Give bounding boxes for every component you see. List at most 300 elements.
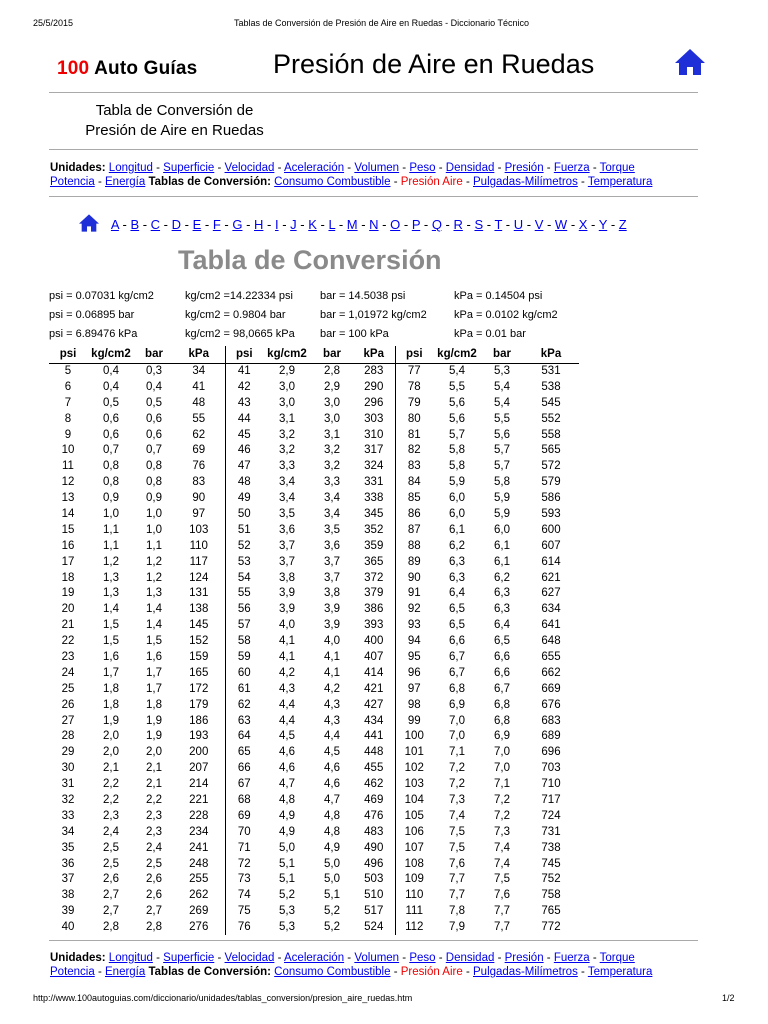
table-cell: 4,6: [324, 778, 340, 791]
table-cell: 0,8: [146, 460, 162, 473]
letter-n[interactable]: N: [369, 217, 379, 232]
table-cell: 65: [237, 746, 251, 759]
table-cell: 85: [407, 492, 421, 505]
table-row: [49, 538, 579, 554]
table-cell: 758: [541, 889, 561, 902]
table-cell: 1,8: [103, 698, 119, 711]
table-cell: 27: [61, 714, 75, 727]
table-cell: 186: [173, 713, 225, 729]
table-cell: 4,3: [279, 682, 295, 695]
table-cell: 2,1: [146, 778, 162, 791]
separator: -: [160, 217, 172, 232]
table-cell: 655: [541, 650, 561, 663]
letter-o[interactable]: O: [390, 217, 401, 232]
fact: bar = 1,01972 kg/cm2: [320, 309, 427, 321]
fact: psi = 0.07031 kg/cm2: [49, 290, 154, 302]
table-cell: 4,9: [279, 809, 295, 822]
separator: -: [441, 217, 454, 232]
table-cell: 31: [61, 778, 75, 791]
table-cell: 276: [173, 919, 225, 935]
nav-link-longitud[interactable]: Longitud: [108, 952, 153, 964]
nav-link-torque[interactable]: Torque: [599, 952, 635, 964]
table-cell: 43: [237, 396, 251, 409]
nav-link-peso[interactable]: Peso: [409, 952, 436, 964]
table-cell: 0,5: [146, 396, 162, 409]
column-header: kPa: [523, 346, 579, 363]
table-cell: 19: [61, 587, 75, 600]
letter-a[interactable]: A: [110, 217, 119, 232]
table-cell: 172: [173, 681, 225, 697]
table-cell: 55: [173, 411, 225, 427]
table-cell: 7,2: [494, 793, 510, 806]
table-cell: 93: [407, 619, 421, 632]
table-cell: 372: [353, 570, 395, 586]
section-subtitle: Tabla de Conversión de Presión de Aire en Ruedas: [85, 102, 264, 139]
table-cell: 1,7: [146, 682, 162, 695]
separator: -: [152, 162, 164, 174]
nav-link-potencia[interactable]: Potencia: [50, 176, 95, 188]
table-cell: 6,3: [494, 603, 510, 616]
letter-f[interactable]: F: [212, 217, 221, 232]
separator: -: [543, 217, 555, 232]
table-cell: 39: [61, 905, 75, 918]
letter-m[interactable]: M: [346, 217, 358, 232]
table-cell: 38: [61, 889, 75, 902]
logo-text: Auto Guías: [94, 58, 198, 79]
table-cell: 46: [237, 444, 251, 457]
nav-link-presion-aire[interactable]: Presión Aire: [400, 966, 463, 978]
table-row: [49, 617, 579, 633]
nav-link-peso[interactable]: Peso: [409, 162, 436, 174]
table-row: [49, 792, 579, 808]
nav-link-temperatura[interactable]: Temperatura: [587, 966, 653, 978]
table-cell: 6,8: [494, 698, 510, 711]
table-cell: 3,7: [279, 539, 295, 552]
table-cell: 0,4: [103, 365, 119, 378]
table-cell: 2,6: [146, 889, 162, 902]
table-cell: 7,4: [494, 841, 510, 854]
nav-link-aceleracion[interactable]: Aceleración: [284, 162, 345, 174]
nav-link-volumen[interactable]: Volumen: [354, 162, 400, 174]
table-cell: 1,2: [146, 555, 162, 568]
table-cell: 545: [541, 396, 561, 409]
table-cell: 3,4: [324, 492, 340, 505]
table-cell: 324: [353, 458, 395, 474]
table-cell: 234: [173, 824, 225, 840]
print-date: 25/5/2015: [33, 18, 74, 28]
table-cell: 4,2: [324, 682, 340, 695]
table-row: [49, 760, 579, 776]
table-cell: 4,0: [279, 619, 295, 632]
table-cell: 1,9: [146, 730, 162, 743]
table-cell: 2,0: [103, 730, 119, 743]
nav-link-potencia[interactable]: Potencia: [50, 966, 95, 978]
table-cell: 98: [407, 698, 421, 711]
table-cell: 3,0: [324, 396, 340, 409]
column-header: psi: [395, 346, 433, 363]
nav-link-densidad[interactable]: Densidad: [445, 952, 495, 964]
table-row: [49, 713, 579, 729]
table-cell: 765: [541, 905, 561, 918]
table-cell: 379: [353, 585, 395, 601]
separator: -: [462, 176, 473, 188]
tables-label: Tablas de Conversión:: [148, 966, 271, 978]
letter-r[interactable]: R: [453, 217, 463, 232]
table-cell: 207: [173, 760, 225, 776]
table-cell: 1,0: [103, 507, 119, 520]
separator: -: [378, 217, 391, 232]
table-cell: 3,9: [324, 619, 340, 632]
table-cell: 2,5: [103, 841, 119, 854]
table-cell: 11: [62, 460, 74, 473]
table-row: [49, 395, 579, 411]
table-cell: 7,8: [449, 905, 465, 918]
page-number: 1/2: [722, 993, 735, 1003]
table-cell: 2,1: [146, 762, 162, 775]
table-cell: 3,2: [279, 444, 295, 457]
table-cell: 4,1: [279, 635, 295, 648]
table-cell: 26: [61, 698, 75, 711]
table-cell: 138: [173, 601, 225, 617]
table-cell: 1,8: [103, 682, 119, 695]
table-cell: 641: [541, 619, 561, 632]
table-cell: 441: [353, 728, 395, 744]
letter-v[interactable]: V: [534, 217, 544, 232]
table-cell: 54: [237, 571, 251, 584]
letter-q[interactable]: Q: [431, 217, 442, 232]
table-cell: 111: [405, 905, 423, 918]
table-cell: 745: [541, 857, 561, 870]
separator: -: [214, 162, 225, 174]
table-cell: 2,7: [103, 905, 119, 918]
table-cell: 66: [237, 762, 251, 775]
table-cell: 600: [541, 523, 561, 536]
column-header: kg/cm2: [263, 346, 311, 363]
letter-i[interactable]: I: [274, 217, 279, 232]
table-cell: 0,6: [146, 428, 162, 441]
separator: -: [201, 217, 213, 232]
units-label: Unidades:: [50, 162, 106, 174]
nav-link-aceleracion[interactable]: Aceleración: [284, 952, 345, 964]
table-cell: 0,6: [103, 428, 119, 441]
table-cell: 5,8: [449, 460, 465, 473]
table-cell: 48: [173, 395, 225, 411]
table-cell: 96: [407, 666, 421, 679]
nav-link-fuerza[interactable]: Fuerza: [553, 952, 590, 964]
table-cell: 469: [353, 792, 395, 808]
table-cell: 4,6: [324, 762, 340, 775]
table-cell: 586: [541, 492, 561, 505]
table-cell: 97: [173, 506, 225, 522]
table-cell: 103: [173, 522, 225, 538]
table-cell: 28: [61, 730, 75, 743]
fact: kg/cm2 =14.22334 psi: [185, 290, 293, 302]
table-cell: 3,0: [279, 396, 295, 409]
site-logo[interactable]: [57, 58, 197, 80]
table-cell: 83: [407, 460, 421, 473]
table-cell: 21: [61, 619, 75, 632]
units-label: Unidades:: [50, 952, 106, 964]
nav-link-superficie[interactable]: Superficie: [163, 162, 215, 174]
table-cell: 105: [404, 809, 424, 822]
table-cell: 124: [173, 570, 225, 586]
table-cell: 572: [541, 460, 561, 473]
letter-j[interactable]: J: [290, 217, 297, 232]
letter-b[interactable]: B: [130, 217, 140, 232]
table-cell: 703: [541, 762, 561, 775]
home-icon[interactable]: [674, 46, 706, 78]
table-cell: 3,7: [324, 555, 340, 568]
separator: -: [118, 217, 131, 232]
table-cell: 67: [237, 778, 251, 791]
table-cell: 531: [541, 365, 561, 378]
letter-s[interactable]: S: [474, 217, 484, 232]
nav-link-pulgadas-milimetros[interactable]: Pulgadas-Milímetros: [473, 176, 578, 188]
table-cell: 1,3: [146, 587, 162, 600]
table-cell: 772: [541, 921, 561, 934]
nav-link-energia[interactable]: Energía: [105, 176, 146, 188]
table-cell: 97: [407, 682, 421, 695]
nav-link-pulgadas-milimetros[interactable]: Pulgadas-Milímetros: [473, 966, 578, 978]
table-cell: 73: [237, 873, 251, 886]
table-cell: 4,6: [279, 746, 295, 759]
alphabet-nav: [78, 213, 627, 237]
table-cell: 3,7: [279, 555, 295, 568]
nav-link-torque[interactable]: Torque: [599, 162, 635, 174]
fact: psi = 6.89476 kPa: [49, 328, 138, 340]
table-cell: 7: [64, 396, 72, 409]
table-cell: 6,1: [449, 523, 465, 536]
table-cell: 262: [173, 887, 225, 903]
table-cell: 100: [404, 730, 424, 743]
nav-link-consumo-combustible[interactable]: Consumo Combustible: [274, 966, 391, 978]
table-cell: 95: [407, 650, 421, 663]
table-cell: 0,7: [146, 444, 162, 457]
table-cell: 94: [407, 635, 421, 648]
table-cell: 30: [61, 762, 75, 775]
table-cell: 4,2: [279, 666, 295, 679]
table-cell: 4,8: [324, 809, 340, 822]
table-cell: 107: [404, 841, 424, 854]
nav-link-superficie[interactable]: Superficie: [163, 952, 215, 964]
letter-w[interactable]: W: [554, 217, 568, 232]
tables-label: Tablas de Conversión:: [148, 176, 271, 188]
table-cell: 6,1: [494, 539, 510, 552]
table-cell: 2,7: [103, 889, 119, 902]
table-cell: 3,2: [324, 444, 340, 457]
table-cell: 7,5: [449, 841, 465, 854]
nav-link-presion-aire[interactable]: Presión Aire: [400, 176, 463, 188]
separator: -: [152, 952, 164, 964]
letter-h[interactable]: H: [254, 217, 264, 232]
table-cell: 7,3: [494, 825, 510, 838]
table-cell: 34: [173, 363, 225, 379]
table-cell: 6,4: [449, 587, 465, 600]
tables-nav-bottom: [50, 965, 652, 979]
table-cell: 6,1: [494, 555, 510, 568]
table-cell: 6,9: [449, 698, 465, 711]
table-cell: 5,0: [279, 841, 295, 854]
table-cell: 34: [61, 825, 75, 838]
table-cell: 483: [353, 824, 395, 840]
table-cell: 3,0: [324, 412, 340, 425]
table-cell: 104: [404, 793, 424, 806]
table-cell: 17: [61, 555, 75, 568]
table-cell: 7,6: [494, 889, 510, 902]
nav-link-presion[interactable]: Presión: [504, 952, 544, 964]
separator: -: [278, 217, 291, 232]
letter-y[interactable]: Y: [598, 217, 608, 232]
table-cell: 6,9: [494, 730, 510, 743]
letter-x[interactable]: X: [578, 217, 588, 232]
letter-e[interactable]: E: [192, 217, 202, 232]
letter-u[interactable]: U: [513, 217, 524, 232]
separator: -: [494, 952, 505, 964]
table-cell: 79: [407, 396, 421, 409]
table-row: [49, 490, 579, 506]
separator: -: [220, 217, 233, 232]
letter-k[interactable]: K: [308, 217, 317, 232]
nav-link-temperatura[interactable]: Temperatura: [587, 176, 653, 188]
nav-link-velocidad[interactable]: Velocidad: [224, 952, 275, 964]
table-cell: 1,9: [146, 714, 162, 727]
table-cell: 68: [237, 793, 251, 806]
table-cell: 3,9: [279, 587, 295, 600]
column-header: kg/cm2: [433, 346, 481, 363]
table-cell: 0,7: [103, 444, 119, 457]
table-cell: 77: [407, 365, 421, 378]
nav-link-presion[interactable]: Presión: [504, 162, 544, 174]
table-cell: 3,1: [279, 412, 295, 425]
table-cell: 109: [404, 873, 424, 886]
table-row: [49, 681, 579, 697]
table-cell: 0,6: [146, 412, 162, 425]
table-row: [49, 872, 579, 888]
table-cell: 179: [173, 697, 225, 713]
table-cell: 6,4: [494, 619, 510, 632]
separator: -: [399, 162, 410, 174]
table-cell: 241: [173, 840, 225, 856]
letter-z[interactable]: Z: [618, 217, 627, 232]
table-cell: 2,8: [146, 921, 162, 934]
table-cell: 5,4: [449, 365, 465, 378]
table-cell: 427: [353, 697, 395, 713]
separator: -: [567, 217, 579, 232]
table-cell: 7,9: [449, 921, 465, 934]
table-cell: 4,5: [279, 730, 295, 743]
table-cell: 103: [404, 778, 424, 791]
table-cell: 60: [237, 666, 251, 679]
letter-c[interactable]: C: [150, 217, 161, 232]
table-cell: 6,6: [494, 666, 510, 679]
letter-d[interactable]: D: [171, 217, 182, 232]
table-cell: 0,4: [103, 380, 119, 393]
table-cell: 421: [353, 681, 395, 697]
letter-p[interactable]: P: [411, 217, 421, 232]
table-cell: 0,4: [146, 380, 162, 393]
table-cell: 524: [353, 919, 395, 935]
table-cell: 7,7: [494, 921, 510, 934]
table-cell: 5,8: [494, 476, 510, 489]
table-cell: 5,1: [279, 873, 295, 886]
table-header-row: [49, 346, 579, 363]
separator: -: [589, 162, 600, 174]
table-cell: 6,0: [494, 523, 510, 536]
table-cell: 25: [61, 682, 75, 695]
table-cell: 455: [353, 760, 395, 776]
table-cell: 0,9: [146, 492, 162, 505]
table-cell: 669: [541, 682, 561, 695]
table-cell: 99: [407, 714, 421, 727]
table-cell: 0,8: [103, 460, 119, 473]
table-cell: 47: [237, 460, 251, 473]
nav-link-energia[interactable]: Energía: [105, 966, 146, 978]
divider: [49, 149, 698, 150]
table-cell: 5,3: [279, 905, 295, 918]
nav-link-velocidad[interactable]: Velocidad: [224, 162, 275, 174]
table-cell: 5,2: [324, 921, 340, 934]
nav-link-fuerza[interactable]: Fuerza: [553, 162, 590, 174]
page-title: Presión de Aire en Ruedas: [273, 49, 595, 79]
letter-l[interactable]: L: [328, 217, 336, 232]
nav-link-volumen[interactable]: Volumen: [354, 952, 400, 964]
home-icon[interactable]: [78, 213, 100, 233]
table-cell: 18: [61, 571, 75, 584]
table-cell: 5,8: [449, 444, 465, 457]
separator: -: [296, 217, 309, 232]
fact: kPa = 0.14504 psi: [454, 290, 543, 302]
table-cell: 6,5: [494, 635, 510, 648]
table-row: [49, 697, 579, 713]
column-header: psi: [225, 346, 263, 363]
table-cell: 3,5: [279, 507, 295, 520]
table-cell: 1,2: [103, 555, 119, 568]
table-cell: 14: [61, 507, 75, 520]
table-cell: 3,2: [324, 460, 340, 473]
table-cell: 5,5: [449, 380, 465, 393]
table-cell: 345: [353, 506, 395, 522]
table-cell: 7,4: [449, 809, 465, 822]
table-cell: 35: [61, 841, 75, 854]
table-cell: 1,7: [103, 666, 119, 679]
table-row: [49, 585, 579, 601]
table-cell: 538: [541, 380, 561, 393]
letter-t[interactable]: T: [494, 217, 503, 232]
table-cell: 5,7: [494, 460, 510, 473]
divider: [49, 940, 698, 941]
nav-link-densidad[interactable]: Densidad: [445, 162, 495, 174]
letter-g[interactable]: G: [232, 217, 243, 232]
units-nav: [50, 161, 635, 175]
table-cell: 91: [407, 587, 421, 600]
table-cell: 2,4: [103, 825, 119, 838]
separator: -: [577, 966, 588, 978]
table-cell: 6,3: [494, 587, 510, 600]
nav-link-longitud[interactable]: Longitud: [108, 162, 153, 174]
table-cell: 627: [541, 587, 561, 600]
nav-link-consumo-combustible[interactable]: Consumo Combustible: [274, 176, 391, 188]
table-cell: 2,6: [146, 873, 162, 886]
table-cell: 44: [237, 412, 251, 425]
separator: -: [435, 952, 446, 964]
table-cell: 4,0: [324, 635, 340, 648]
table-cell: 41: [237, 365, 251, 378]
table-row: [49, 442, 579, 458]
table-cell: 2,9: [324, 380, 340, 393]
separator: -: [577, 176, 588, 188]
table-cell: 1,1: [103, 523, 119, 536]
table-cell: 3,4: [279, 492, 295, 505]
